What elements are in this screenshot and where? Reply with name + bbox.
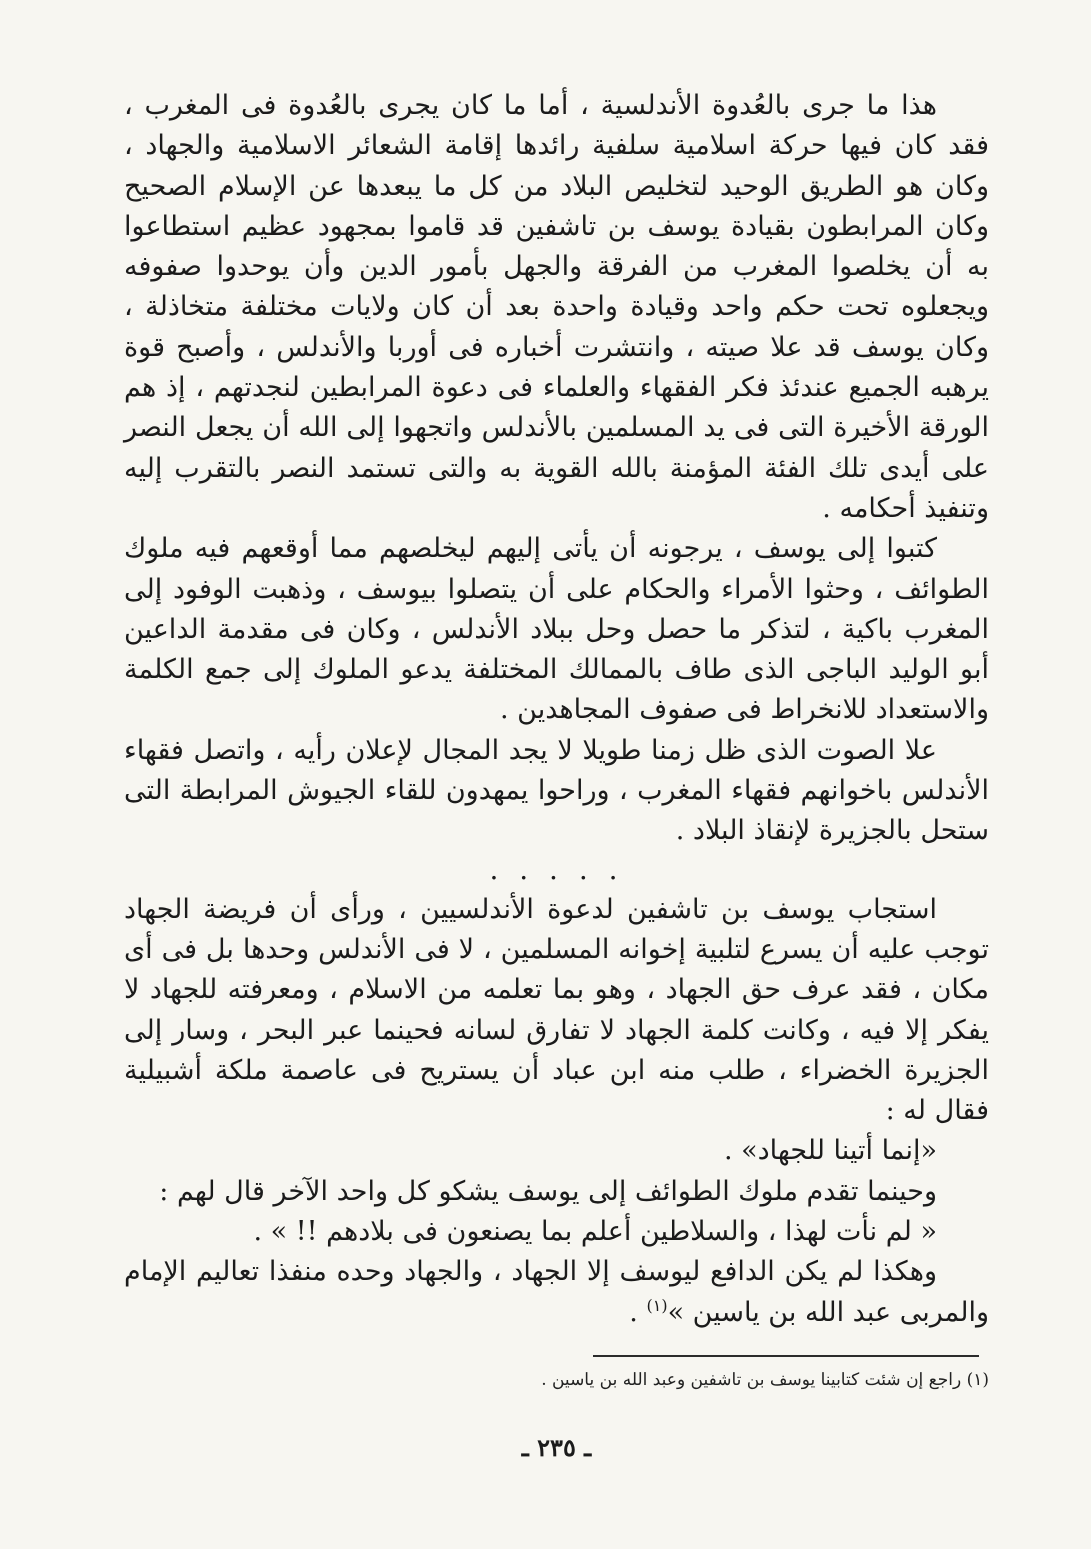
footnote: (١) راجع إن شئت كتابينا يوسف بن تاشفين وعبد الله بن ياسين .: [541, 1370, 989, 1390]
paragraph-2: كتبوا إلى يوسف ، يرجونه أن يأتى إليهم ليخلصهم مما أوقعهم فيه ملوك الطوائف ، وحثوا الأمراء والحكام على أن يتصلوا بيوسف ، وذهبت الوفود إلى المغرب باكية ، لتذكر ما حصل وحل ببلاد الأندلس ، وكان فى مقدمة الداعين أبو الوليد الباجى الذى طاف بالممالك المختلفة يدعو الملوك إلى جمع الكلمة والاستعداد للانخراط فى صفوف المجاهدين .: [124, 533, 989, 726]
paragraph-6-text: وهكذا لم يكن الدافع ليوسف إلا الجهاد ، والجهاد وحده منفذا تعاليم الإمام والمربى عبد الله بن ياسين »: [124, 1256, 989, 1328]
footnote-divider: [593, 1355, 979, 1357]
quote-jihad: «إنما أتينا للجهاد» .: [723, 1135, 937, 1167]
section-separator: . . . . .: [489, 852, 624, 886]
paragraph-5: وحينما تقدم ملوك الطوائف إلى يوسف يشكو كل واحد الآخر قال لهم :: [159, 1175, 937, 1207]
paragraph-6: [124, 1252, 989, 1333]
paragraph-4: استجاب يوسف بن تاشفين لدعوة الأندلسيين ، ورأى أن فريضة الجهاد توجب عليه أن يسرع لتلبية إخوانه المسلمين ، لا فى الأندلس وحدها بل فى أى مكان ، فقد عرف حق الجهاد ، وهو بما تعلمه من الاسلام ، ومعرفته للجهاد لا يفكر إلا فيه ، وكانت كلمة الجهاد لا تفارق لسانه فحينما عبر البحر ، وسار إلى الجزيرة الخضراء ، طلب منه ابن عباد أن يستريح فى عاصمة ملكة أشبيلية فقال له :: [124, 893, 989, 1127]
paragraph-3: علا الصوت الذى ظل زمنا طويلا لا يجد المجال لإعلان رأيه ، واتصل فقهاء الأندلس باخوانهم فقهاء المغرب ، وراحوا يمهدون للقاء الجيوش المرابطة التى ستحل بالجزيرة لإنقاذ البلاد .: [124, 734, 989, 847]
main-text: [124, 86, 989, 1333]
footnote-reference: (١): [646, 1295, 668, 1315]
page-number: ـ ٢٣٥ ـ: [521, 1433, 592, 1462]
quote-sultans: « لم نأت لهذا ، والسلاطين أعلم بما يصنعون فى بلادهم !! » .: [253, 1216, 937, 1248]
paragraph-6-tail: .: [629, 1296, 647, 1328]
book-page: [124, 86, 989, 1506]
paragraph-1: هذا ما جرى بالعُدوة الأندلسية ، أما ما كان يجرى بالعُدوة فى المغرب ، فقد كان فيها حركة اسلامية سلفية رائدها إقامة الشعائر الاسلامية والجهاد ، وكان هو الطريق الوحيد لتخليص البلاد من كل ما يبعدها عن الإسلام الصحيح وكان المرابطون بقيادة يوسف بن تاشفين قد قاموا بمجهود عظيم استطاعوا به أن يخلصوا المغرب من الفرقة والجهل بأمور الدين وأن يوحدوا صفوفه ويجعلوه تحت حكم واحد وقيادة واحدة بعد أن كان ولايات مختلفة متخاذلة ، وكان يوسف قد علا صيته ، وانتشرت أخباره فى أوربا والأندلس ، وأصبح قوة يرهبه الجميع عندئذ فكر الفقهاء والعلماء فى دعوة المرابطين لنجدتهم ، إذ هم الورقة الأخيرة التى فى يد المسلمين بالأندلس واتجهوا إلى الله أن يجعل النصر على أيدى تلك الفئة المؤمنة بالله القوية به والتى تستمد النصر بالتقرب إليه وتنفيذ أحكامه .: [124, 90, 989, 524]
